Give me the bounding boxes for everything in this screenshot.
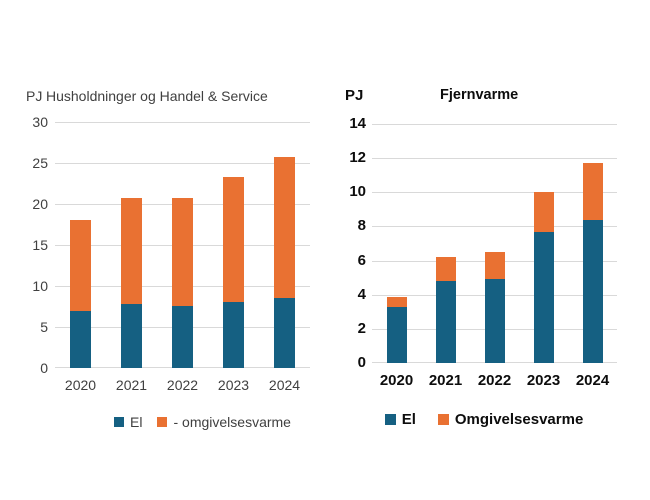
bar-group <box>436 257 456 363</box>
y-tick-label: 10 <box>32 278 48 294</box>
bar-segment-el <box>485 279 505 363</box>
legend <box>50 414 355 430</box>
plot-area <box>55 122 310 368</box>
y-tick-label: 30 <box>32 114 48 130</box>
x-tick-label: 2021 <box>428 372 463 389</box>
bar-segment-el <box>172 306 193 368</box>
legend-label: - omgivelsesvarme <box>173 414 291 430</box>
bar-segment-el <box>583 220 603 363</box>
x-tick-label: 2024 <box>268 377 301 393</box>
gridline <box>372 226 617 227</box>
bar-group <box>121 198 142 368</box>
gridline <box>372 124 617 125</box>
bar-group <box>583 163 603 363</box>
x-tick-label: 2022 <box>477 372 512 389</box>
y-tick-label: 4 <box>357 286 366 303</box>
chart-district-heating <box>340 84 640 450</box>
bar-segment-omgivelsesvarme <box>274 157 295 298</box>
x-tick-label: 2023 <box>526 372 561 389</box>
bar-segment-omgivelsesvarme <box>121 198 142 304</box>
legend-swatch <box>114 417 124 427</box>
bar-segment-omgivelsesvarme <box>534 192 554 232</box>
bar-segment-el <box>274 298 295 368</box>
legend-swatch <box>385 414 396 425</box>
x-tick-label: 2023 <box>217 377 250 393</box>
x-tick-label: 2022 <box>166 377 199 393</box>
unit-label: PJ <box>345 87 364 104</box>
y-tick-label: 0 <box>357 354 366 371</box>
legend-item <box>438 411 583 428</box>
y-tick-label: 15 <box>32 237 48 253</box>
legend-swatch <box>157 417 167 427</box>
y-tick-label: 20 <box>32 196 48 212</box>
gridline <box>55 122 310 123</box>
legend <box>334 411 634 428</box>
bar-segment-el <box>534 232 554 363</box>
unit-label: PJ <box>26 88 43 104</box>
y-tick-label: 14 <box>349 115 366 132</box>
chart-title: Fjernvarme <box>440 87 519 103</box>
bar-segment-omgivelsesvarme <box>436 257 456 281</box>
x-tick-label: 2021 <box>115 377 148 393</box>
legend-item <box>114 414 142 430</box>
x-tick-label: 2020 <box>64 377 97 393</box>
y-tick-label: 5 <box>40 319 48 335</box>
legend-label: Omgivelsesvarme <box>454 411 584 428</box>
bar-segment-el <box>387 307 407 363</box>
bar-segment-omgivelsesvarme <box>172 198 193 306</box>
gridline <box>372 158 617 159</box>
plot-area <box>372 124 617 363</box>
y-tick-label: 2 <box>357 320 366 337</box>
legend-item <box>157 414 290 430</box>
bar-group <box>387 297 407 363</box>
bar-segment-el <box>436 281 456 363</box>
bar-segment-omgivelsesvarme <box>485 252 505 279</box>
legend-label: El <box>401 411 416 428</box>
bar-segment-el <box>121 304 142 368</box>
bar-segment-el <box>223 302 244 368</box>
gridline <box>372 192 617 193</box>
y-tick-label: 6 <box>357 252 366 269</box>
bar-group <box>274 157 295 368</box>
bar-segment-omgivelsesvarme <box>223 177 244 302</box>
y-tick-label: 0 <box>40 360 48 376</box>
bar-segment-omgivelsesvarme <box>583 163 603 220</box>
bar-segment-omgivelsesvarme <box>70 220 91 311</box>
legend-label: El <box>130 414 143 430</box>
y-tick-label: 8 <box>357 217 366 234</box>
x-tick-label: 2020 <box>379 372 414 389</box>
bar-segment-omgivelsesvarme <box>387 297 407 307</box>
bar-segment-el <box>70 311 91 368</box>
x-tick-label: 2024 <box>575 372 610 389</box>
bar-group <box>172 198 193 368</box>
gridline <box>55 163 310 164</box>
legend-item <box>385 411 416 428</box>
y-tick-label: 25 <box>32 155 48 171</box>
bar-group <box>534 192 554 363</box>
legend-swatch <box>438 414 449 425</box>
y-tick-label: 10 <box>349 183 366 200</box>
bar-group <box>70 220 91 368</box>
chart-households-trade-service <box>20 84 325 450</box>
bar-group <box>223 177 244 368</box>
chart-title: Husholdninger og Handel & Service <box>46 88 268 104</box>
bar-group <box>485 252 505 363</box>
y-tick-label: 12 <box>349 149 366 166</box>
